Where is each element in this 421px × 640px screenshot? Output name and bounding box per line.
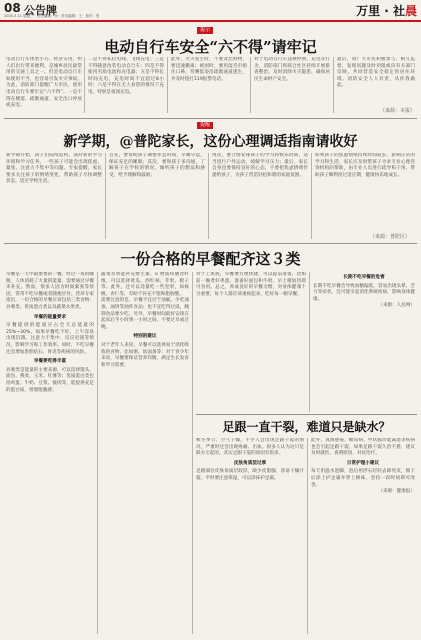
article3-col-left <box>6 272 94 634</box>
page-number: 08 <box>4 1 21 15</box>
article2-headline: 新学期，@普陀家长，这份心理调适指南请收好 <box>63 134 358 150</box>
article4-text-3: 每天用温水泡脚，泡后用浮石轻轻去除死皮，擦干后涂上护足霜并穿上棉袜，坚持一段时间即可改善。 <box>311 469 415 488</box>
article2-source: （来源：普陀区） <box>370 234 411 240</box>
column-divider <box>97 272 98 634</box>
article3-source: （来源：人民网） <box>378 303 415 309</box>
column-divider <box>307 438 308 634</box>
column-divider <box>167 57 168 113</box>
article1-col-3: 此外，火灾发生时，不要贪恋财物，要迅速撤离；被困时，要用湿毛巾捂住口鼻，弯腰低姿沿疏散通道逃生，并及时拨打119报警电话。 <box>171 57 247 82</box>
article4-intro: 秋冬季节，空气干燥，不少人会出现足跟干裂的情况，严重时还会出现疼痛、出血。很多人认为这只是缺水引起的，其实足跟干裂的原因有很多。 <box>196 438 304 457</box>
issue-date-line: 2020.3.11 星期三 · 责任编辑：李 · 美术编辑：王 · 校对：张 <box>4 14 100 18</box>
article2-col-4: 如果孩子的焦虑情绪持续时间较长，影响正常的学习和生活，家长应及时带孩子寻求专业心理咨询机构的帮助，由专业人员进行疏导和干预，帮助孩子顺利度过适应期，健康快乐地成长。 <box>315 153 415 178</box>
article3-subhead-3: 特别的建议 <box>133 334 157 340</box>
article3-text-2: 谷薯类是能量的主要来源，可以选择馒头、面包、燕麦、玉米、红薯等；优质蛋白类包括鸡蛋、牛奶、豆浆、瘦肉等，能提供充足的蛋白质，增强饱腹感； <box>6 367 94 393</box>
article3-subhead-4: 长期不吃早餐的危害 <box>343 275 385 280</box>
article2-tag: 提醒 <box>197 122 213 129</box>
article3-right-text: 对于上班族，早餐要方便快捷，可以提前准备，比如前一晚煮好鸡蛋、准备好面包和牛奶，早上稍加热即可食用。总之，养成良好的早餐习惯，对身体健康十分重要，每个人都应该重视起来，吃好每一顿早餐。 <box>196 272 306 297</box>
article2-col-1: 新学期开始，孩子们陆续返校。面对新的学习环境和学习任务，一些孩子可能会出现焦虑、紧张、注意力不集中等问题。专家提醒，家长要多关注孩子的情绪变化，帮助孩子尽快调整状态，适应学校生活。 <box>6 153 102 185</box>
column-divider <box>105 153 106 239</box>
header-rule <box>0 20 421 22</box>
article1-tag: 提示 <box>197 27 213 34</box>
section-title: 公告牌 <box>24 4 57 17</box>
article3-right-text-2: 长期不吃早餐会导致血糖偏低，容易出现头晕、乏力等症状，还可能引起消化系统疾病，影响身体健康。 <box>313 283 415 302</box>
column-divider <box>333 57 334 113</box>
column-divider <box>84 57 85 113</box>
article3-mid-text-2: 需要注意的是，早餐不宜过于油腻，少吃油条、油饼等油炸食品；也不宜吃得过咸，腌制食品要少吃。另外，早餐时间最好安排在起床后半小时到一小时之间，不要过早或过晚。 <box>101 298 189 330</box>
article3-text-1: 早餐提供的能量应占全天总能量的25%~30%。如果早餐吃不好，上午容易出现饥饿、注意力不集中、反应迟钝等情况，影响学习和工作效率。同时，不吃早餐还会增加患胆结石、胃炎等疾病的风险。 <box>6 323 94 355</box>
article4-text-1: 足跟部位皮肤角质层较厚，缺少皮脂腺，容易干燥开裂，平时要注意保湿，可以涂抹护足霜。 <box>196 469 304 481</box>
article1-col-1: 电动自行车体型小巧、经济实用，给人们出行带来便利，是城乡居民最常用的交通工具之一。但是电动自行车如使用不当，也容易引发火灾事故。为此，消防部门提醒广大市民，使用电动自行车要牢记“六不得”。一是不得在楼道、疏散通道、安全出口停放或充电； <box>6 57 82 109</box>
article3-col-right-a <box>196 272 306 412</box>
article1-col-4: 对于电动自行车违规停放、充电等行为，消防部门将联合社区持续开展排查整治，及时消除火灾隐患，确保居民生命财产安全。 <box>254 57 330 82</box>
article1-headline: 电动自行车安全“六不得”请牢记 <box>104 38 317 56</box>
section-rule <box>4 118 417 119</box>
article3-mid-text-3: 对于老年人来说，早餐可以选择易于消化吸收的食物，比如粥、软面条等；对于青少年来说，早餐要保证营养均衡，满足生长发育和学习需要。 <box>101 342 189 368</box>
column-divider <box>192 272 193 634</box>
article2-col-3: 再次，要合理安排孩子的学习和娱乐时间，适当进行户外运动，缓解学习压力；最后，家长自身也要保持良好的心态，不要把焦虑情绪传递给孩子，为孩子营造轻松和谐的家庭氛围。 <box>212 153 308 178</box>
article1-col-5: 最后，请广大市民积极参与、相互监督，发现问题及时劝阻或向有关部门反映，共同营造安全稳定的居住环境。消防安全人人有责，从你我做起。 <box>337 57 415 89</box>
article4-col-b <box>311 438 415 634</box>
article3-subhead-2: 早餐要吃得丰富 <box>33 359 67 365</box>
column-divider <box>309 272 310 412</box>
newspaper-logo: 万里 · 社晨 <box>356 4 417 18</box>
article3-intro: 早餐是一天中最重要的一餐。经过一夜的睡眠，人体消耗了大量的能量，需要通过早餐来补充。然而，很多人因为时间紧张等原因，常常不吃早餐或者随便应付。营养专家指出，一份合格的早餐应该包括三类食物：谷薯类、优质蛋白类以及蔬菜水果类。 <box>6 272 94 310</box>
section-rule <box>4 243 417 244</box>
article4-col-a <box>196 438 304 634</box>
column-divider <box>250 57 251 113</box>
column-divider <box>311 153 312 239</box>
article2-col-2: 首先，要帮助孩子调整作息时间，早睡早起，保证充足的睡眠；其次，要和孩子多沟通，了解孩子在学校的情况，倾听孩子的想法和感受，给予理解和鼓励； <box>109 153 205 178</box>
article3-mid-text: 蔬菜水果能补充维生素、矿物质和膳食纤维，可以选择黄瓜、西红柿、苹果、橙子等。此外，还可以适量吃一些坚果，如核桃、杏仁等，有助于补充不饱和脂肪酸。 <box>101 272 189 297</box>
article3-headline: 一份合格的早餐配齐这３类 <box>120 250 301 268</box>
article1-col-2: 二是不得私拉电线、飞线充电；三是不得随意改装电动自行车；四是不得使用劣质电池和充电器；五是不得长时间充电，充电时间不宜超过8小时；六是不得在无人看管的情况下充电，特别是夜间充电。 <box>88 57 164 95</box>
article3-subhead-1: 早餐的能量要求 <box>33 314 67 320</box>
article4-source: （来源：健康报） <box>378 489 415 495</box>
article4-headline: 足跟一直干裂，难道只是缺水？ <box>222 420 391 434</box>
article3-col-mid <box>101 272 189 634</box>
article4-text-2: 此外，真菌感染、糖尿病、甲状腺功能减退等疾病也会引起足跟干裂。如果足跟干裂久治不愈，建议及时就医，查明原因，对症治疗。 <box>311 438 415 457</box>
article1-source: （来源：本报） <box>380 108 416 114</box>
page-header <box>0 0 421 20</box>
column-divider <box>208 153 209 239</box>
article4-subhead-1: 皮肤角质层过厚 <box>233 460 267 466</box>
section-rule <box>196 414 417 415</box>
article4-subhead-2: 日常护理小建议 <box>346 460 380 466</box>
article3-col-right-b <box>313 272 415 412</box>
